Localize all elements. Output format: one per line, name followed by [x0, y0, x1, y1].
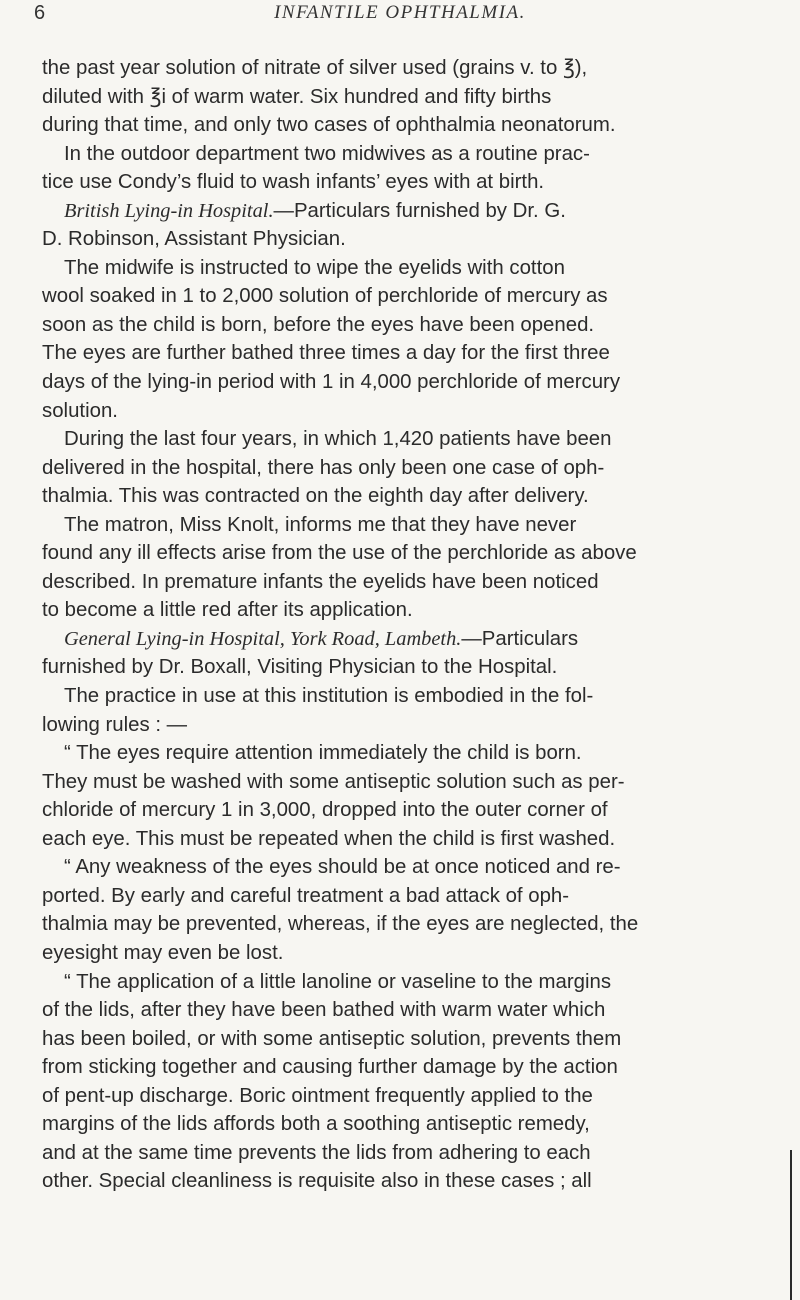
heading-rest-british: —Particulars furnished by Dr. G.: [273, 199, 566, 222]
text-line: of pent-up discharge. Boric ointment frequently applied to the: [42, 1084, 593, 1107]
text-line: thalmia may be prevented, whereas, if the eyes are neglected, the: [42, 913, 639, 936]
text-line: has been boiled, or with some antiseptic solution, prevents them: [42, 1027, 622, 1050]
text-line: “ The eyes require attention immediately the child is born.: [64, 742, 582, 765]
text-line: the past year solution of nitrate of silver used (grains v. to ℥),: [42, 57, 588, 79]
text-line: The midwife is instructed to wipe the eyelids with cotton: [64, 256, 565, 279]
running-head: INFANTILE OPHTHALMIA.: [274, 2, 526, 23]
text-line: days of the lying-in period with 1 in 4,000 perchloride of mercury: [42, 371, 621, 394]
text-line: delivered in the hospital, there has only been one case of oph-: [42, 456, 605, 479]
text-line: thalmia. This was contracted on the eighth day after delivery.: [42, 485, 589, 508]
text-line: eyesight may even be lost.: [42, 941, 284, 964]
page-number: 6: [34, 2, 46, 24]
text-line: diluted with ℥i of warm water. Six hundred and fifty births: [42, 85, 552, 108]
text-line: solution.: [42, 399, 118, 422]
text-line: D. Robinson, Assistant Physician.: [42, 228, 346, 251]
text-line: In the outdoor department two midwives as a routine prac-: [64, 142, 590, 165]
text-line: wool soaked in 1 to 2,000 solution of perchloride of mercury as: [42, 285, 608, 308]
text-line: tice use Condy’s fluid to wash infants’ eyes with at birth.: [42, 171, 545, 194]
body-text: [42, 54, 768, 1196]
text-line: described. In premature infants the eyelids have been noticed: [42, 570, 599, 593]
page-edge-line: [790, 1150, 792, 1300]
text-line: found any ill effects arise from the use of the perchloride as above: [42, 542, 637, 565]
text-line: other. Special cleanliness is requisite also in these cases ; all: [42, 1170, 592, 1193]
text-line: They must be washed with some antiseptic solution such as per-: [42, 770, 625, 793]
heading-rest-general: —Particulars: [461, 627, 579, 650]
text-line: from sticking together and causing further damage by the action: [42, 1056, 618, 1079]
text-line: soon as the child is born, before the eyes have been opened.: [42, 313, 595, 336]
text-line: “ Any weakness of the eyes should be at once noticed and re-: [64, 856, 621, 879]
text-line: chloride of mercury 1 in 3,000, dropped into the outer corner of: [42, 799, 608, 822]
page-header: [0, 0, 800, 40]
text-line: The matron, Miss Knolt, informs me that they have never: [64, 513, 577, 536]
hospital-title-british: British Lying-in Hospital.: [64, 199, 274, 222]
text-line: The practice in use at this institution is embodied in the fol-: [64, 685, 594, 708]
section-heading-british: [42, 197, 768, 226]
text-line: and at the same time prevents the lids from adhering to each: [42, 1141, 591, 1164]
text-line: During the last four years, in which 1,420 patients have been: [64, 428, 612, 451]
text-line: The eyes are further bathed three times a day for the first three: [42, 342, 610, 365]
text-line: lowing rules : —: [42, 713, 188, 736]
text-line: margins of the lids affords both a soothing antiseptic remedy,: [42, 1113, 590, 1136]
text-line: of the lids, after they have been bathed with warm water which: [42, 999, 606, 1022]
text-line: furnished by Dr. Boxall, Visiting Physician to the Hospital.: [42, 656, 558, 679]
text-line: ported. By early and careful treatment a bad attack of oph-: [42, 884, 570, 907]
section-heading-general: [42, 625, 768, 654]
text-line: to become a little red after its application.: [42, 599, 413, 622]
text-line: during that time, and only two cases of ophthalmia neonatorum.: [42, 114, 616, 137]
text-line: each eye. This must be repeated when the child is first washed.: [42, 827, 616, 850]
hospital-title-general: General Lying-in Hospital, York Road, Lambeth.: [64, 627, 462, 650]
text-line: “ The application of a little lanoline or vaseline to the margins: [64, 970, 612, 993]
